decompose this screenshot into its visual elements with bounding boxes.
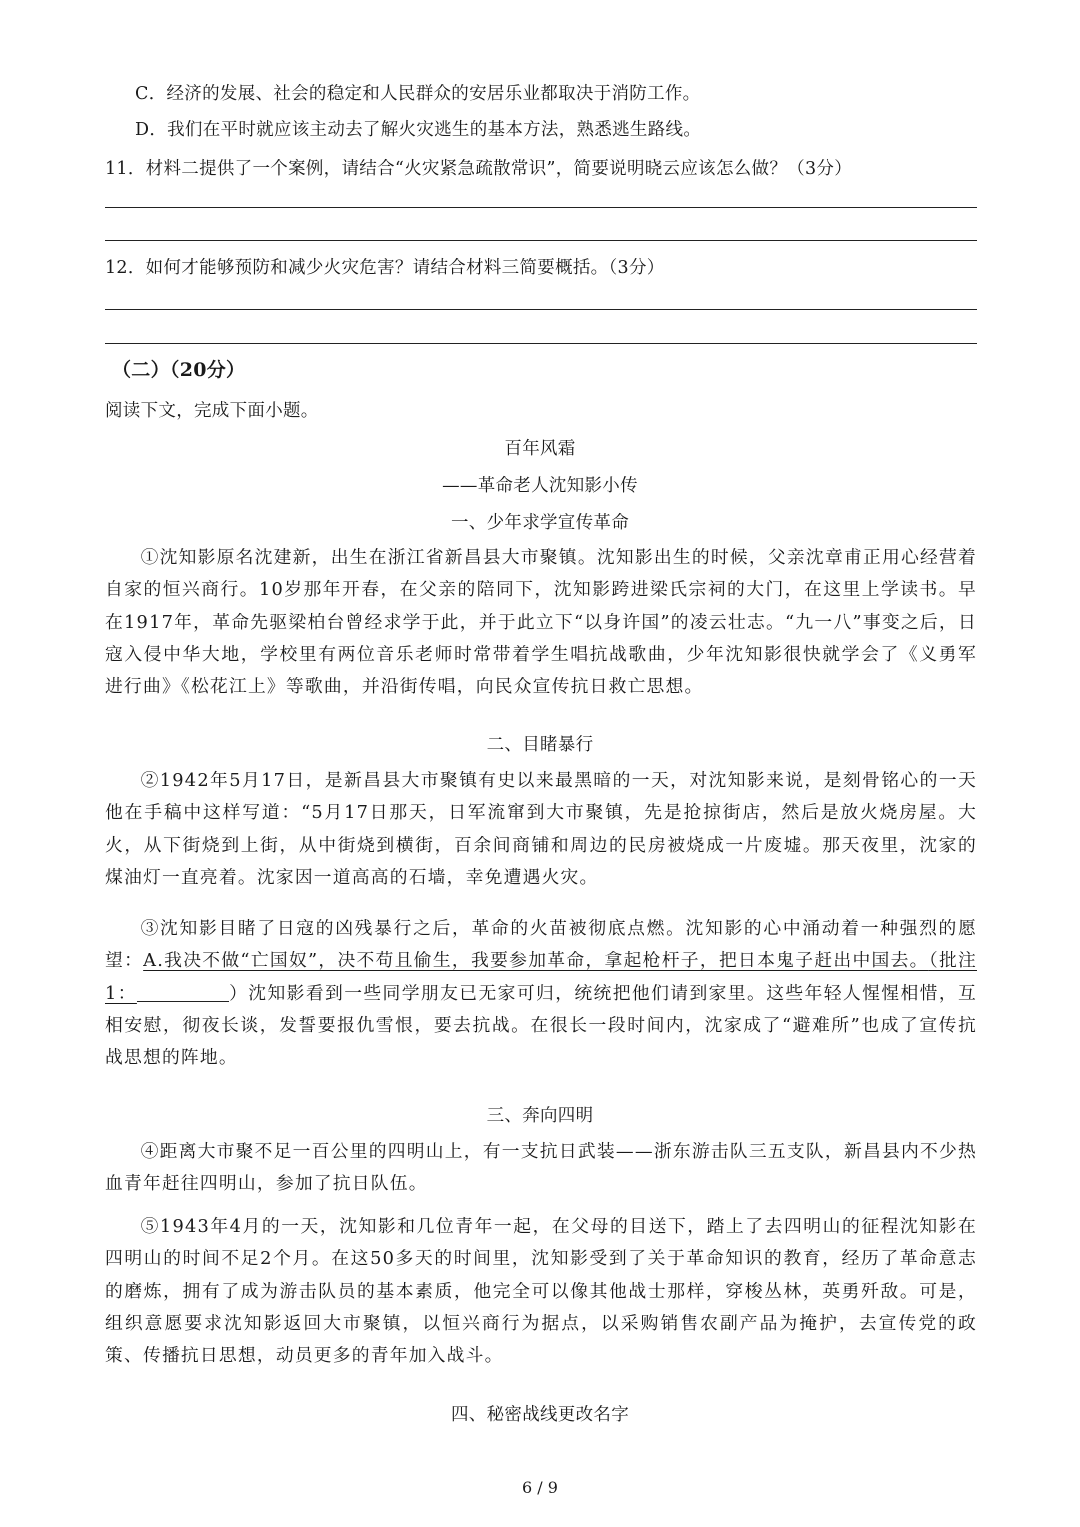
question-12: 12．如何才能够预防和减少火灾危害？请结合材料三简要概括。（3分）: [105, 258, 665, 278]
underlined-sentence-a: A.我决不做“亡国奴”，决不苟且偷生，我要参加革命，拿起枪杆子，把日本鬼子赶出中国去。: [143, 950, 929, 972]
section-instruction: 阅读下文，完成下面小题。: [105, 401, 319, 421]
part2-heading: 二、目睹暴行: [486, 735, 594, 755]
option-d: D．我们在平时就应该主动去了解火灾逃生的基本方法，熟悉逃生路线。: [135, 120, 702, 140]
p3-before: ③沈知影目睹了日寇的凶残暴行之后，革命的火苗被彻底点燃。沈知影的心中涌动着一种强烈的愿望：: [105, 918, 977, 972]
paragraph-2: ②1942年5月17日，是新昌县大市聚镇有史以来最黑暗的一天，对沈知影来说，是刻骨铭心的一天他在手稿中这样写道：“5月17日那天，日军流窜到大市聚镇，先是抢掠街店，然后是放火烧房屋。大火，从下街烧到上街，从中街烧到横街，百余间商铺和周边的民房被烧成一片废墟。那天夜里，沈家的煤油灯一直亮着。沈家因一道高高的石墙，幸免遭遇火灾。: [105, 770, 977, 888]
page-number: 6 / 9: [522, 1478, 558, 1497]
paragraph-5: ⑤1943年4月的一天，沈知影和几位青年一起，在父母的目送下，踏上了去四明山的征程沈知影在四明山的时间不足2个月。在这50多天的时间里，沈知影受到了关于革命知识的教育，经历了革命意志的磨炼，拥有了成为游击队员的基本素质，他完全可以像其他战士那样，穿梭丛林，英勇歼敌。可是，组织意愿要求沈知影返回大市聚镇，以恒兴商行为据点，以采购销售农副产品为掩护，去宣传党的政策、传播抗日思想，动员更多的青年加入战斗。: [105, 1216, 977, 1367]
option-c: C．经济的发展、社会的稳定和人民群众的安居乐业都取决于消防工作。: [135, 84, 701, 104]
p3-after: ）沈知影看到一些同学朋友已无家可归，统统把他们请到家里。这些年轻人惺惺相惜，互相安慰，彻夜长谈，发誓要报仇雪恨，要去抗战。在很长一段时间内，沈家成了“避难所”也成了宣传抗战思想的阵地。: [105, 982, 977, 1069]
question-11: 11．材料二提供了一个案例，请结合“火灾紧急疏散常识”，简要说明晓云应该怎么做？（3分）: [105, 159, 852, 179]
paragraph-3: [105, 913, 977, 1074]
article-subtitle: ——革命老人沈知影小传: [442, 476, 638, 496]
paragraph-4: ④距离大市聚不足一百公里的四明山上，有一支抗日武装——浙东游击队三五支队，新昌县内不少热血青年赶往四明山，参加了抗日队伍。: [105, 1141, 977, 1195]
answer-line[interactable]: [105, 309, 977, 310]
part4-heading: 四、秘密战线更改名字: [451, 1405, 629, 1425]
article-title: 百年风霜: [504, 439, 576, 459]
answer-line[interactable]: [105, 240, 977, 241]
part1-heading: 一、少年求学宣传革命: [451, 513, 629, 533]
paragraph-1: ①沈知影原名沈建新，出生在浙江省新昌县大市聚镇。沈知影出生的时候，父亲沈章甫正用心经营着自家的恒兴商行。10岁那年开春，在父亲的陪同下，沈知影跨进梁氏宗祠的大门，在这里上学读书。早在1917年，革命先驱梁柏台曾经求学于此，并于此立下“以身许国”的凌云壮志。“九一八”事变之后，日寇入侵中华大地，学校里有两位音乐老师时常带着学生唱抗战歌曲，少年沈知影很快就学会了《义勇军进行曲》《松花江上》等歌曲，并沿街传唱，向民众宣传抗日救亡思想。: [105, 547, 977, 698]
annotation-1-label: （批注1：: [105, 950, 977, 1004]
section-heading: （二）（20分）: [112, 359, 246, 381]
answer-line[interactable]: [105, 207, 977, 208]
part3-heading: 三、奔向四明: [486, 1106, 594, 1126]
answer-line[interactable]: [105, 343, 977, 344]
annotation-1-blank[interactable]: [137, 983, 229, 1002]
